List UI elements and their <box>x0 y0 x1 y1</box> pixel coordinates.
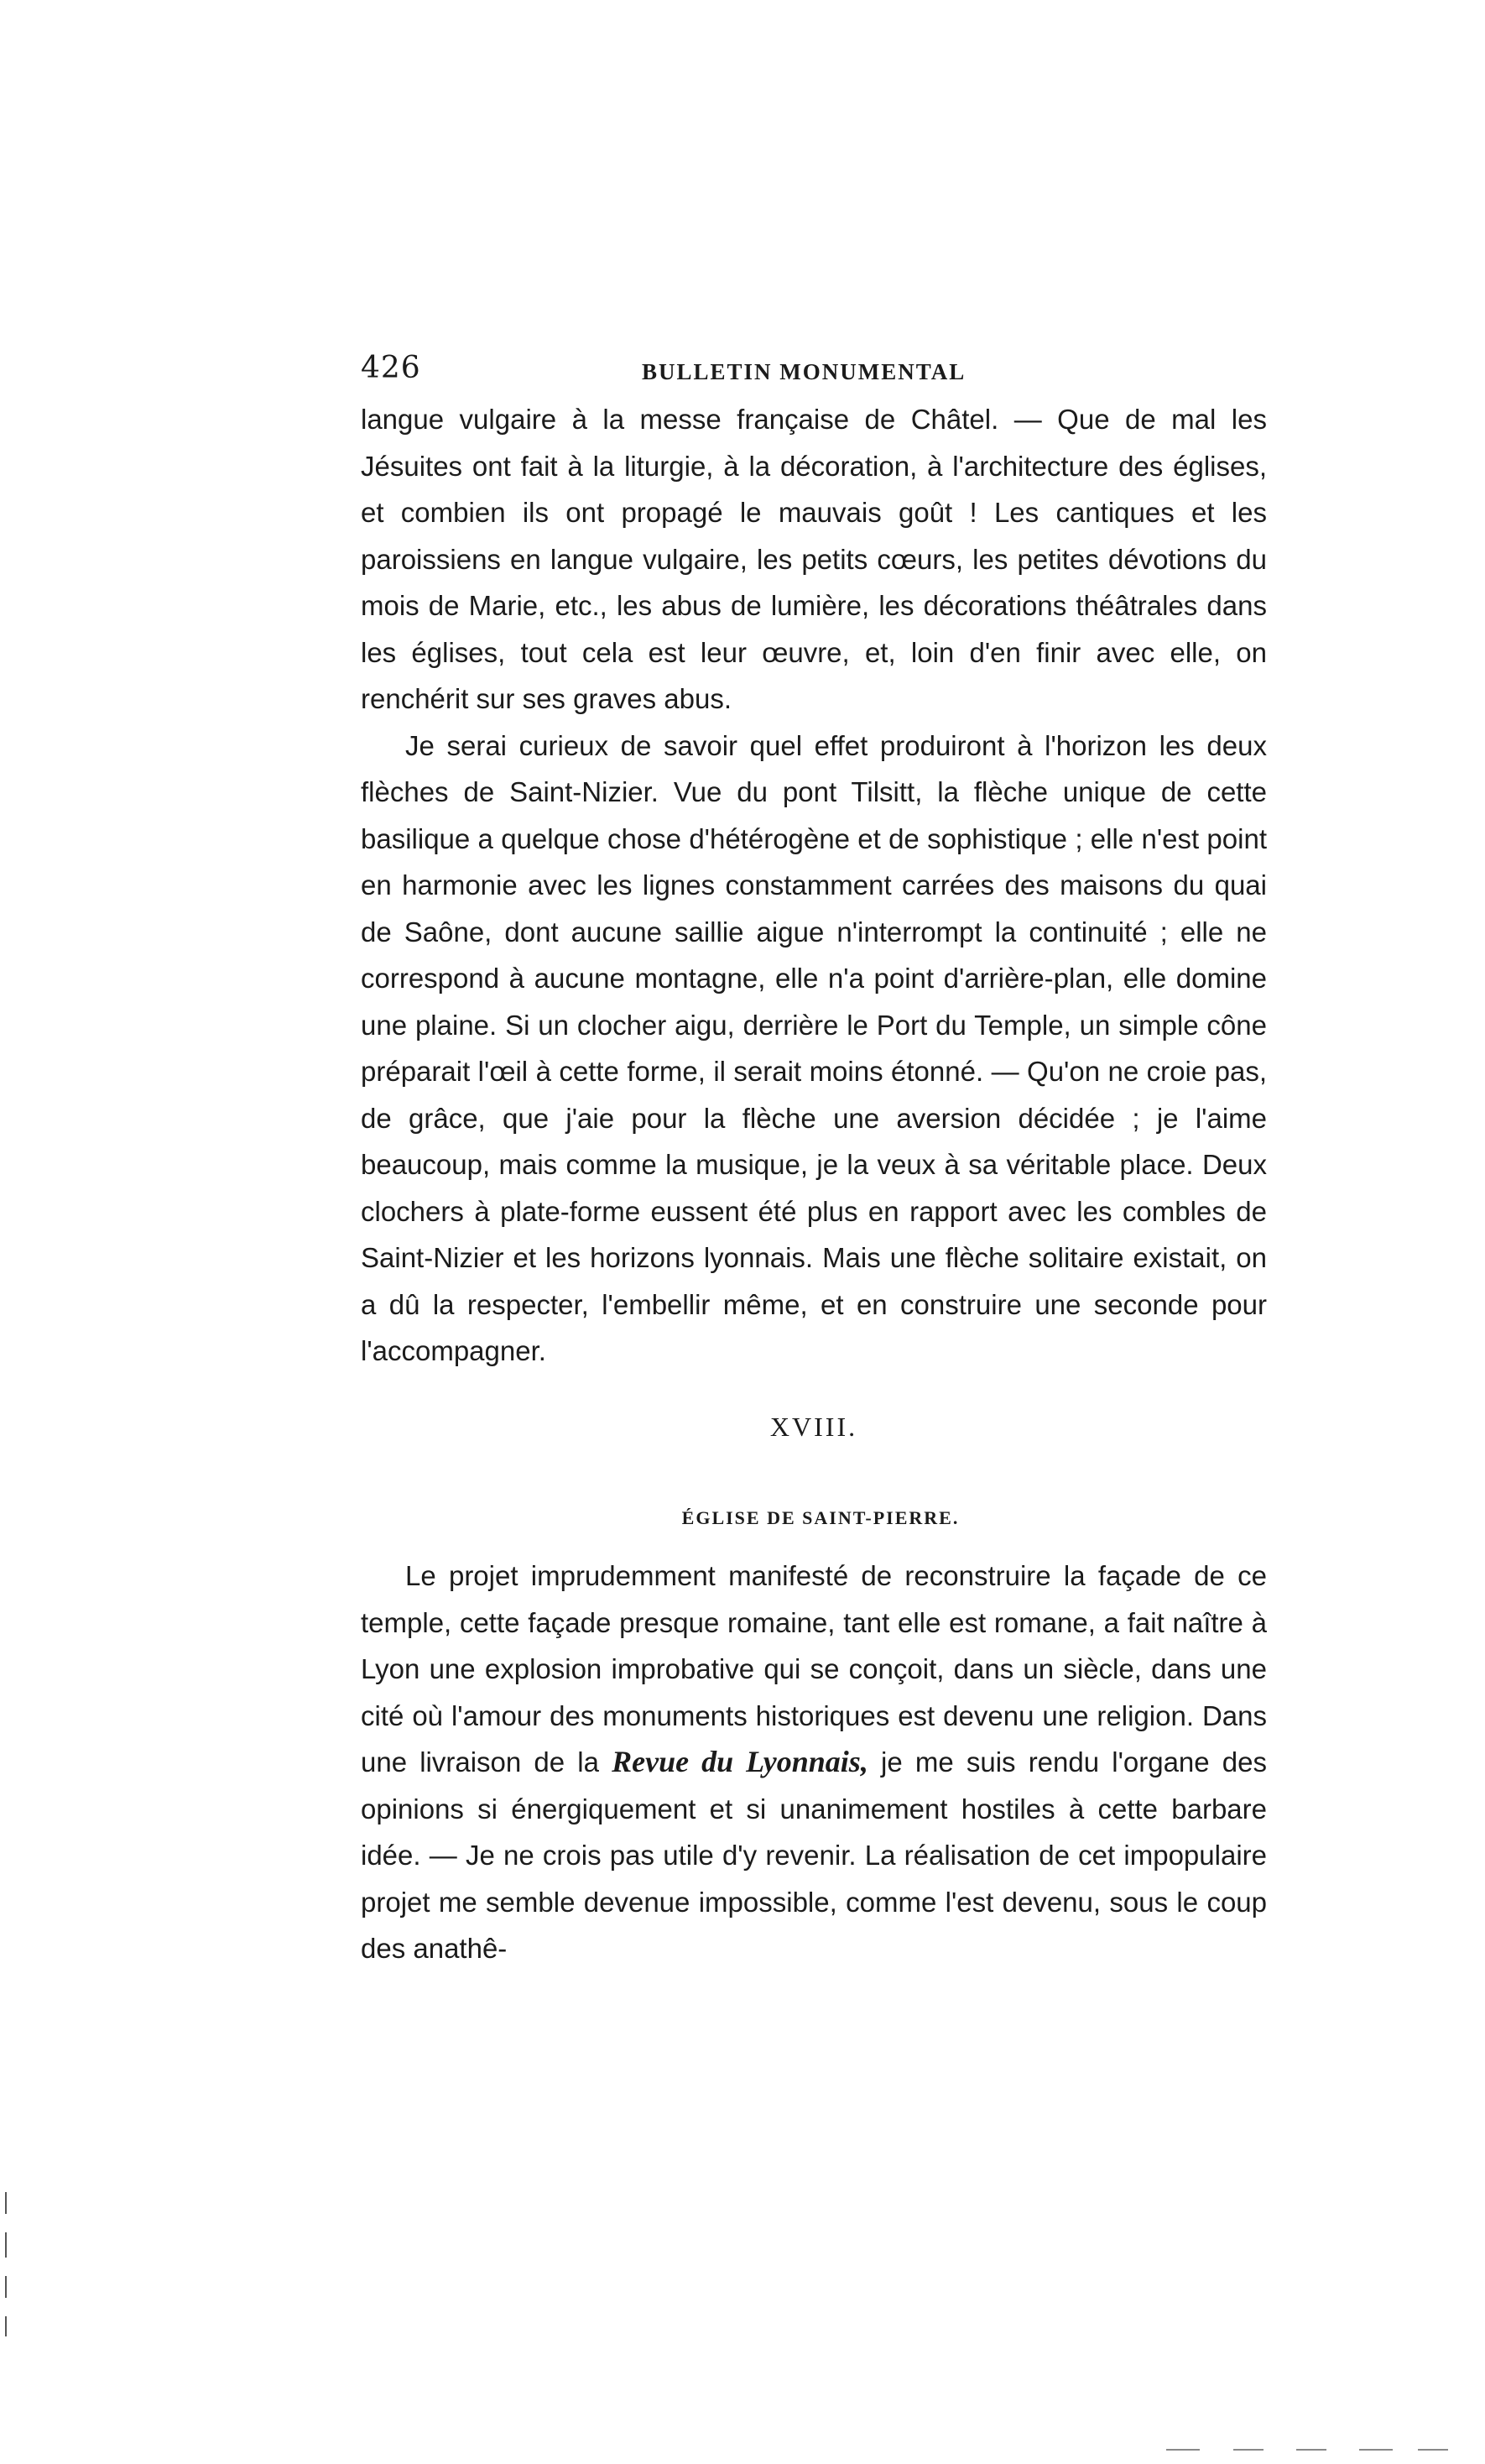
paragraph-text-before: Le projet imprudemment manifesté de reconstruire la façade de ce temple, cette façade presque romaine, tant elle est romane, a fait naître à Lyon une explosion improbative qui se conçoit, dans un siècle, dans une cité où l'amour des monuments historiques est devenu une religion. Dans une livraison de la <box>361 1560 1267 1778</box>
running-head: BULLETIN MONUMENTAL <box>642 359 967 384</box>
page-number: 426 <box>361 351 421 385</box>
scan-artifact <box>1359 2449 1393 2451</box>
journal-title-italic: Revue du Lyonnais, <box>612 1745 868 1778</box>
paragraph-saint-nizier: Je serai curieux de savoir quel effet produiront à l'horizon les deux flèches de Saint-Nizier. Vue du pont Tilsitt, la flèche unique de cette basilique a quelque chose d'hétérogène et de sophistique ; elle n'est point en harmonie avec les lignes constamment carrées des maisons du quai de Saône, dont aucune saillie aigue n'interrompt la continuité ; elle ne correspond à aucune montagne, elle n'a point d'arrière-plan, elle domine une plaine. Si un clocher aigu, derrière le Port du Temple, un simple cône préparait l'œil à cette forme, il serait moins étonné. — Qu'on ne croie pas, de grâce, que j'aie pour la flèche une aversion décidée ; je l'aime beaucoup, mais comme la musique, je la veux à sa véritable place. Deux clochers à plate-forme eussent été plus en rapport avec les combles de Saint-Nizier et les horizons lyonnais. Mais une flèche solitaire existait, on a dû la respecter, l'embellir même, et en construire une seconde pour l'accompagner. <box>361 729 1267 1366</box>
text-block-upper <box>361 396 1267 1375</box>
paragraph-text-after: je me suis rendu l'organe des opinions si énergiquement et si unanimement hostiles à cette barbare idée. — Je ne crois pas utile d'y revenir. La réalisation de cet impopulaire projet me semble devenue impossible, comme l'est devenu, sous le coup des anathê- <box>361 1746 1268 1964</box>
scan-artifact <box>1166 2449 1200 2451</box>
scan-margin-mark <box>5 2192 7 2214</box>
paragraph-continuation: langue vulgaire à la messe française de Châtel. — Que de mal les Jésuites ont fait à la liturgie, à la décoration, à l'architecture des églises, et combien ils ont propagé le mauvais goût ! Les cantiques et les paroissiens en langue vulgaire, les petits cœurs, les petites dévotions du mois de Marie, etc., les abus de lumière, les décorations théâtrales dans les églises, tout cela est leur œuvre, et, loin d'en finir avec elle, on renchérit sur ses graves abus. <box>361 404 1267 714</box>
scan-artifact <box>1296 2449 1326 2451</box>
scan-margin-mark <box>5 2232 7 2258</box>
text-block-lower <box>361 1553 1267 1972</box>
scan-artifact <box>1418 2449 1448 2451</box>
scan-margin-mark <box>5 2276 7 2298</box>
paragraph-saint-pierre <box>361 1553 1267 1972</box>
scan-margin-mark <box>5 2316 7 2336</box>
page-header <box>361 351 1258 396</box>
scan-artifact <box>1233 2449 1264 2451</box>
section-title: ÉGLISE DE SAINT-PIERRE. <box>681 1507 960 1528</box>
section-number: XVIII. <box>769 1412 858 1442</box>
